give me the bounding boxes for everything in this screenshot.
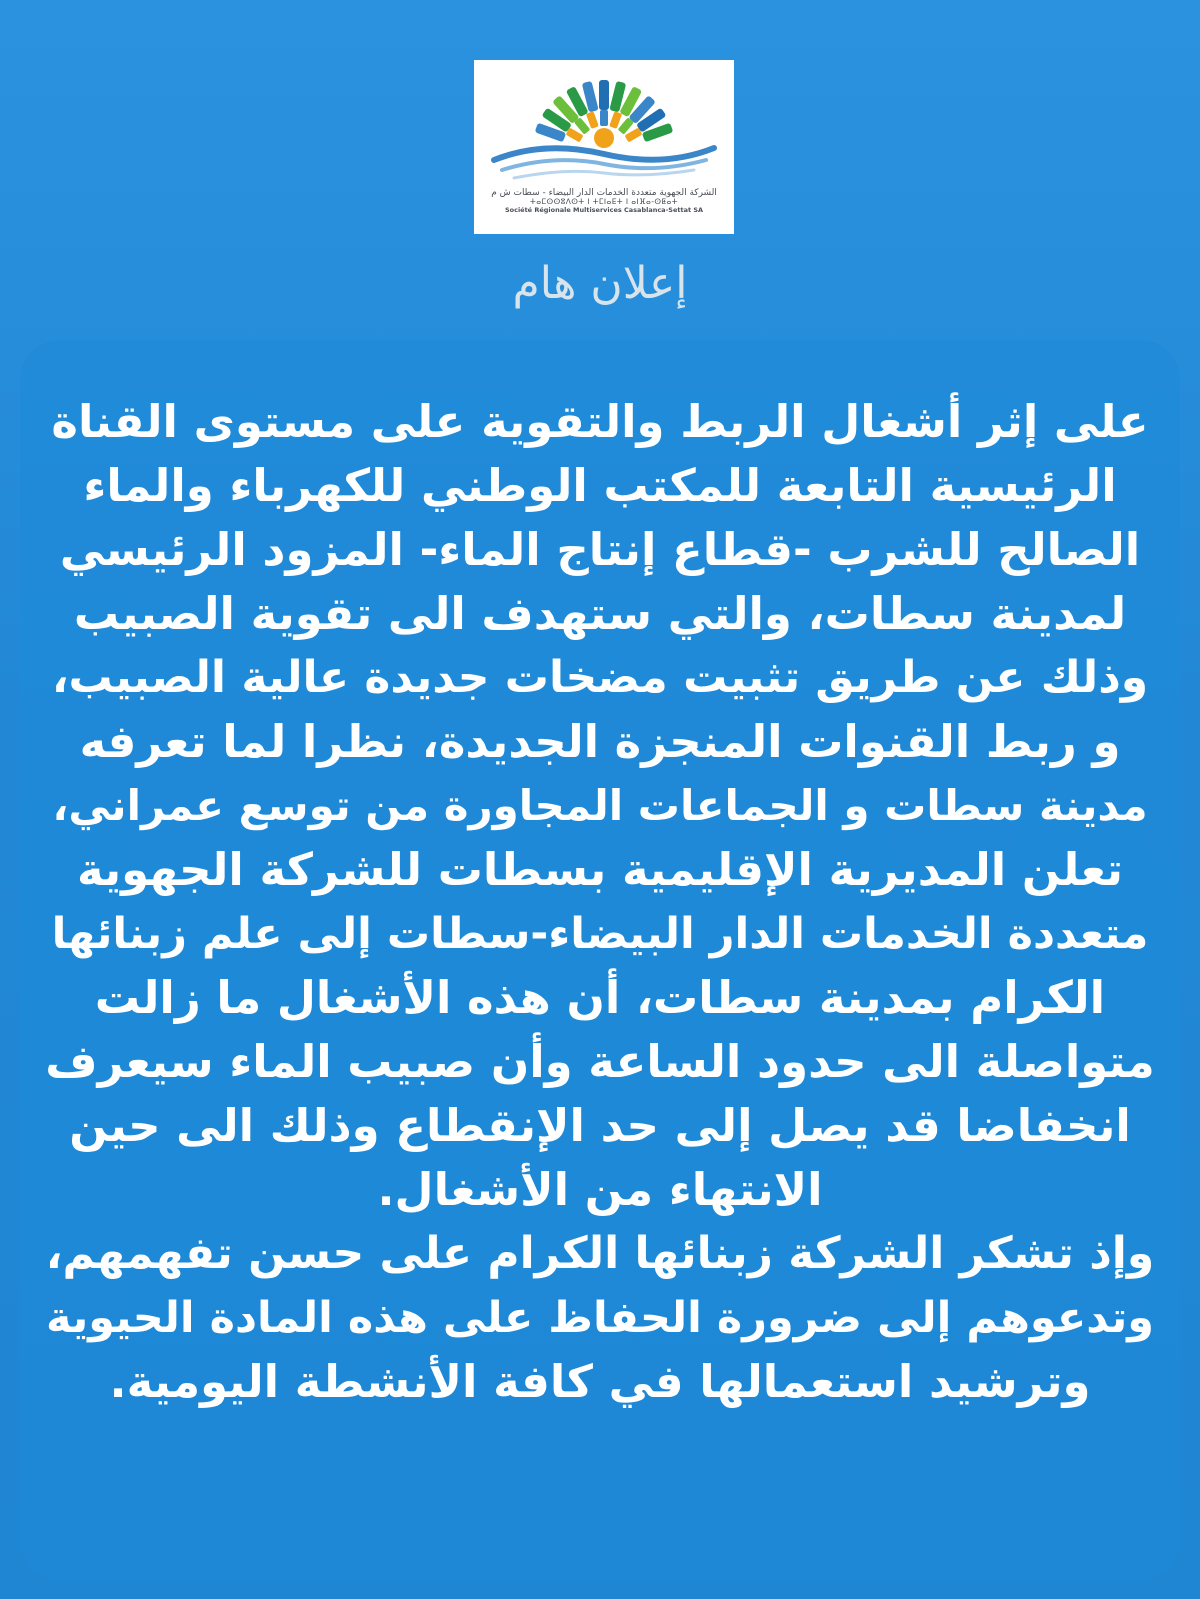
body-line: وذلك عن طريق تثبيت مضخات جديدة عالية الصبيب،: [51, 652, 1149, 703]
water-fountain-logo-icon: [474, 60, 734, 190]
announcement-title: إعلان هام: [512, 258, 688, 309]
body-line: الصالح للشرب -قطاع إنتاج الماء- المزود الرئيسي: [59, 523, 1141, 576]
body-line: لمدينة سطات، والتي ستهدف الى تقوية الصبيب: [73, 587, 1127, 640]
body-line: وترشيد استعمالها في كافة الأنشطة اليومية.: [109, 1355, 1091, 1408]
body-line: الرئيسية التابعة للمكتب الوطني للكهرباء والماء: [83, 459, 1117, 512]
logo-name-french: Société Régionale Multiservices Casablanca-Settat SA: [504, 205, 704, 214]
body-line: الانتهاء من الأشغال.: [377, 1163, 823, 1216]
body-line: وتدعوهم إلى ضرورة الحفاظ على هذه المادة الحيوية: [46, 1293, 1154, 1343]
body-line: متعددة الخدمات الدار البيضاء-سطات إلى علم زبنائها: [51, 909, 1149, 959]
logo-caption: [484, 188, 724, 214]
body-line: متواصلة الى حدود الساعة وأن صبيب الماء سيعرف: [45, 1035, 1155, 1088]
logo-name-arabic: الشركة الجهوية متعددة الخدمات الدار البيضاء - سطات ش م: [491, 188, 717, 198]
announcement-body: [40, 390, 1160, 1414]
body-line: على إثر أشغال الربط والتقوية على مستوى القناة: [51, 395, 1149, 448]
body-line: وإذ تشكر الشركة زبنائها الكرام على حسن تفهمهم،: [45, 1228, 1155, 1279]
body-line: تعلن المديرية الإقليمية بسطات للشركة الجهوية: [76, 843, 1124, 896]
company-logo: [474, 60, 734, 234]
body-line: الكرام بمدينة سطات، أن هذه الأشغال ما زالت: [94, 971, 1106, 1024]
logo-name-tifinagh: ⵜⴰⵎⵙⵙⵓⴷⵙⵜ ⵏ ⵜⵎⵏⴰⴹⵜ ⵏ ⴰⵏⴼⴰ-ⵙⵟⴰⵜ: [530, 197, 678, 207]
body-line: و ربط القنوات المنجزة الجديدة، نظرا لما تعرفه: [79, 715, 1121, 768]
body-line: انخفاضا قد يصل إلى حد الإنقطاع وذلك الى حين: [69, 1099, 1131, 1152]
body-line: مدينة سطات و الجماعات المجاورة من توسع عمراني،: [52, 781, 1148, 830]
